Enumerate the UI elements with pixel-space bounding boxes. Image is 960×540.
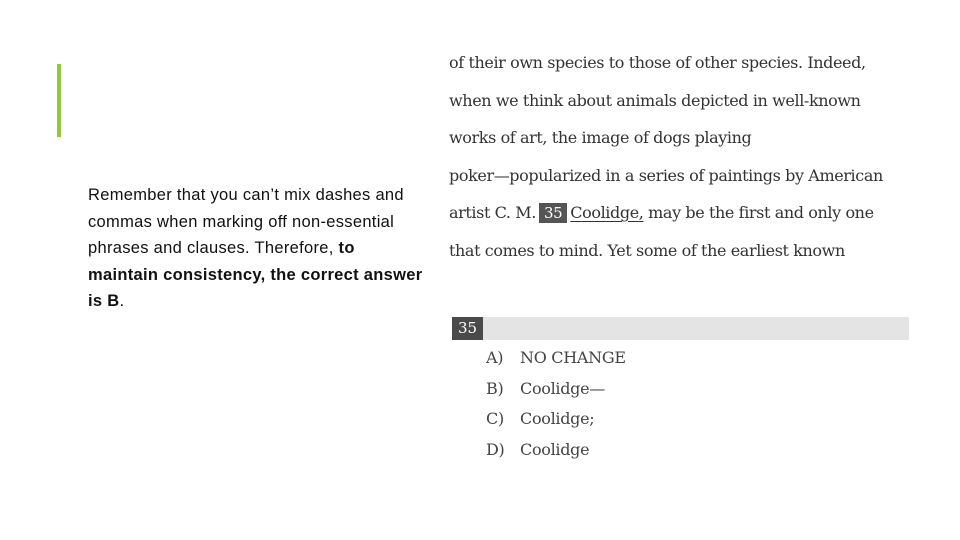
passage-line-2: when we think about animals depicted in well-known — [449, 90, 861, 110]
explanation-answer-bold: to maintain consistency, the correct answer is B — [88, 239, 423, 310]
choice-d — [486, 437, 626, 468]
passage-line-4: poker—popularized in a series of paintings by American — [449, 165, 883, 185]
explanation-text — [88, 182, 428, 315]
accent-bar — [57, 64, 61, 137]
choice-text: Coolidge — [520, 439, 590, 459]
passage-line-6: that comes to mind. Yet some of the earliest known — [449, 240, 845, 260]
question-number: 35 — [452, 317, 483, 340]
passage-excerpt — [449, 50, 919, 275]
explanation-part2: . — [119, 292, 125, 310]
passage-line-3: works of art, the image of dogs playing — [449, 128, 752, 147]
choice-c — [486, 406, 626, 437]
passage-line-1: of their own species to those of other species. Indeed, — [449, 53, 866, 72]
passage-line-5-before: artist C. M. — [449, 203, 536, 222]
choice-letter: C) — [486, 409, 504, 428]
passage-line-5-after: may be the first and only one — [643, 203, 874, 222]
choice-b — [486, 376, 626, 407]
explanation-part1: Remember that you can’t mix dashes and commas when marking off non-essential phrases and clauses. Therefore, — [88, 186, 404, 257]
question-header — [452, 317, 909, 340]
underlined-phrase: Coolidge, — [570, 203, 644, 222]
choice-text: Coolidge; — [520, 409, 595, 428]
answer-choices — [486, 345, 626, 467]
choice-letter: B) — [486, 378, 504, 398]
choice-a — [486, 345, 626, 376]
choice-text: NO CHANGE — [520, 348, 626, 367]
choice-text: Coolidge— — [520, 378, 605, 398]
choice-letter: A) — [486, 348, 504, 367]
passage-line-5 — [449, 200, 919, 238]
inline-question-number: 35 — [539, 203, 567, 223]
choice-letter: D) — [486, 439, 505, 459]
